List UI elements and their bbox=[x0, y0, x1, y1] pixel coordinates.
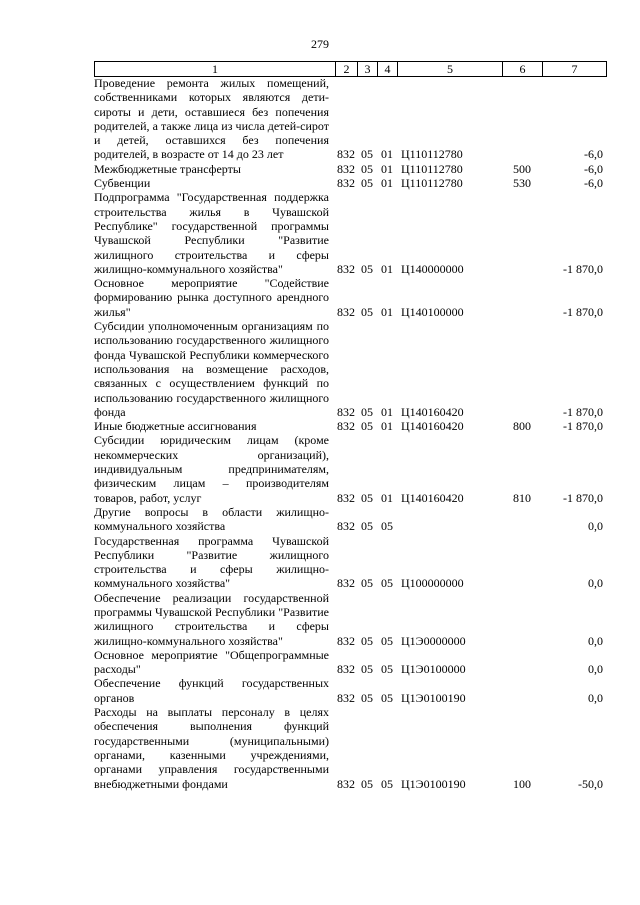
table-row bbox=[94, 419, 606, 433]
row-name-cell: Межбюджетные трансферты bbox=[94, 161, 241, 176]
amount-cell: -6,0 bbox=[584, 147, 603, 162]
section-cell: 05 bbox=[361, 690, 373, 705]
budget-table bbox=[94, 76, 606, 791]
row-name-cell: Обеспечение функций государственных органов bbox=[94, 676, 329, 705]
code-admin-cell: 832 bbox=[337, 419, 355, 434]
expense-type-cell bbox=[502, 276, 542, 319]
code-admin-cell: 832 bbox=[337, 576, 355, 591]
expense-type-cell bbox=[502, 319, 542, 419]
expense-type-cell bbox=[502, 648, 542, 677]
section-cell: 05 bbox=[361, 176, 373, 191]
amount-cell: 0,0 bbox=[588, 633, 603, 648]
target-article-cell: Ц140100000 bbox=[401, 304, 464, 319]
code-admin-cell: 832 bbox=[337, 776, 355, 791]
amount-cell: -50,0 bbox=[578, 776, 603, 791]
subsection-cell: 05 bbox=[381, 690, 393, 705]
table-row bbox=[94, 176, 606, 190]
amount-cell: -6,0 bbox=[584, 161, 603, 176]
code-admin-cell: 832 bbox=[337, 690, 355, 705]
table-row bbox=[94, 276, 606, 319]
amount-cell: 0,0 bbox=[588, 576, 603, 591]
header-col-5: 5 bbox=[398, 62, 503, 77]
table-row bbox=[94, 648, 606, 677]
table-row bbox=[94, 319, 606, 419]
row-name-cell: Субсидии уполномоченным организациям по использованию государственного жилищного фонда Чувашской Республики коммерческого использования на возмещение расходов, связанных с осуществлением функций по использованию государственного жилищного фонда bbox=[94, 319, 329, 419]
expense-type-cell: 100 bbox=[513, 776, 531, 791]
row-name-cell: Расходы на выплаты персоналу в целях обеспечения выполнения функций государственными (муниципальными) органами, казенными учреждениями, органами управления государственными внебюджетными фондами bbox=[94, 705, 329, 791]
table-row bbox=[94, 534, 606, 591]
column-header-table bbox=[94, 61, 607, 77]
row-name-cell: Другие вопросы в области жилищно-коммунального хозяйства bbox=[94, 504, 329, 534]
subsection-cell: 01 bbox=[381, 490, 393, 505]
code-admin-cell: 832 bbox=[337, 519, 355, 534]
row-name-cell: Основное мероприятие "Содействие формированию рынка доступного арендного жилья" bbox=[94, 276, 329, 319]
subsection-cell: 01 bbox=[381, 304, 393, 319]
expense-type-cell bbox=[502, 676, 542, 705]
row-name-cell: Обеспечение реализации государственной программы Чувашской Республики "Развитие жилищного строительства и сферы жилищно-коммунального хозяйства" bbox=[94, 590, 329, 648]
expense-type-cell: 500 bbox=[513, 161, 531, 176]
expense-type-cell bbox=[502, 190, 542, 276]
expense-type-cell: 530 bbox=[513, 176, 531, 191]
amount-cell: 0,0 bbox=[588, 662, 603, 677]
target-article-cell: Ц1Э0100190 bbox=[401, 690, 466, 705]
subsection-cell: 01 bbox=[381, 161, 393, 176]
table-row bbox=[94, 591, 606, 648]
target-article-cell: Ц1Э0100000 bbox=[401, 662, 466, 677]
section-cell: 05 bbox=[361, 633, 373, 648]
target-article-cell: Ц110112780 bbox=[401, 161, 463, 176]
section-cell: 05 bbox=[361, 147, 373, 162]
row-name-cell: Субсидии юридическим лицам (кроме некоммерческих организаций), индивидуальным предпринимателям, физическим лицам – производителям товаров, работ, услуг bbox=[94, 433, 329, 505]
target-article-cell: Ц100000000 bbox=[401, 576, 464, 591]
code-admin-cell: 832 bbox=[337, 633, 355, 648]
target-article-cell: Ц140160420 bbox=[401, 404, 464, 419]
header-row bbox=[95, 62, 607, 77]
target-article-cell: Ц110112780 bbox=[401, 176, 463, 191]
code-admin-cell: 832 bbox=[337, 490, 355, 505]
row-name-cell: Субвенции bbox=[94, 176, 151, 191]
header-col-4: 4 bbox=[378, 62, 398, 77]
section-cell: 05 bbox=[361, 419, 373, 434]
target-article-cell: Ц140160420 bbox=[401, 490, 464, 505]
subsection-cell: 01 bbox=[381, 261, 393, 276]
target-article-cell: Ц140160420 bbox=[401, 419, 464, 434]
amount-cell: -1 870,0 bbox=[563, 404, 603, 419]
code-admin-cell: 832 bbox=[337, 161, 355, 176]
section-cell: 05 bbox=[361, 261, 373, 276]
row-name-cell: Государственная программа Чувашской Республики "Развитие жилищного строительства и сферы жилищно-коммунального хозяйства" bbox=[94, 533, 329, 591]
expense-type-cell: 800 bbox=[513, 419, 531, 434]
subsection-cell: 05 bbox=[381, 576, 393, 591]
amount-cell: -1 870,0 bbox=[563, 261, 603, 276]
subsection-cell: 01 bbox=[381, 419, 393, 434]
section-cell: 05 bbox=[361, 776, 373, 791]
subsection-cell: 01 bbox=[381, 147, 393, 162]
amount-cell: 0,0 bbox=[588, 519, 603, 534]
target-article-cell: Ц140000000 bbox=[401, 261, 464, 276]
row-name-cell: Проведение ремонта жилых помещений, собственниками которых являются дети-сироты и дети, оставшиеся без попечения родителей, а также лица из числа детей-сирот и детей, оставшихся без попечения родителей, в возрасте от 14 до 23 лет bbox=[94, 76, 329, 162]
section-cell: 05 bbox=[361, 662, 373, 677]
header-col-1: 1 bbox=[95, 62, 336, 77]
subsection-cell: 05 bbox=[381, 633, 393, 648]
header-col-7: 7 bbox=[543, 62, 607, 77]
row-name-cell: Подпрограмма "Государственная поддержка строительства жилья в Чувашской Республике" государственной программы Чувашской Республики "Развитие жилищного строительства и сферы жилищно-коммунального хозяйства" bbox=[94, 190, 329, 276]
subsection-cell: 01 bbox=[381, 404, 393, 419]
table-row bbox=[94, 433, 606, 504]
section-cell: 05 bbox=[361, 519, 373, 534]
code-admin-cell: 832 bbox=[337, 147, 355, 162]
code-admin-cell: 832 bbox=[337, 304, 355, 319]
header-col-6: 6 bbox=[503, 62, 543, 77]
subsection-cell: 01 bbox=[381, 176, 393, 191]
target-article-cell: Ц110112780 bbox=[401, 147, 463, 162]
amount-cell: 0,0 bbox=[588, 690, 603, 705]
expense-type-cell bbox=[502, 76, 542, 162]
expense-type-cell: 810 bbox=[513, 490, 531, 505]
code-admin-cell: 832 bbox=[337, 404, 355, 419]
table-row bbox=[94, 705, 606, 791]
amount-cell: -1 870,0 bbox=[563, 419, 603, 434]
row-name-cell: Основное мероприятие "Общепрограммные расходы" bbox=[94, 647, 329, 677]
table-row bbox=[94, 162, 606, 176]
header-col-3: 3 bbox=[358, 62, 378, 77]
table-row bbox=[94, 505, 606, 534]
amount-cell: -1 870,0 bbox=[563, 490, 603, 505]
amount-cell: -1 870,0 bbox=[563, 304, 603, 319]
code-admin-cell: 832 bbox=[337, 176, 355, 191]
target-article-cell bbox=[397, 505, 502, 534]
target-article-cell: Ц1Э0100190 bbox=[401, 776, 466, 791]
amount-cell: -6,0 bbox=[584, 176, 603, 191]
section-cell: 05 bbox=[361, 576, 373, 591]
subsection-cell: 05 bbox=[381, 519, 393, 534]
code-admin-cell: 832 bbox=[337, 261, 355, 276]
row-name-cell: Иные бюджетные ассигнования bbox=[94, 419, 257, 434]
section-cell: 05 bbox=[361, 404, 373, 419]
table-row bbox=[94, 190, 606, 276]
subsection-cell: 05 bbox=[381, 776, 393, 791]
section-cell: 05 bbox=[361, 304, 373, 319]
budget-table-body bbox=[94, 76, 606, 791]
table-row bbox=[94, 676, 606, 705]
table-row bbox=[94, 76, 606, 162]
header-col-2: 2 bbox=[336, 62, 358, 77]
section-cell: 05 bbox=[361, 161, 373, 176]
section-cell: 05 bbox=[361, 490, 373, 505]
target-article-cell: Ц1Э0000000 bbox=[401, 633, 466, 648]
subsection-cell: 05 bbox=[381, 662, 393, 677]
code-admin-cell: 832 bbox=[337, 662, 355, 677]
page-number: 279 bbox=[311, 37, 329, 51]
expense-type-cell bbox=[502, 534, 542, 591]
expense-type-cell bbox=[502, 505, 542, 534]
expense-type-cell bbox=[502, 591, 542, 648]
